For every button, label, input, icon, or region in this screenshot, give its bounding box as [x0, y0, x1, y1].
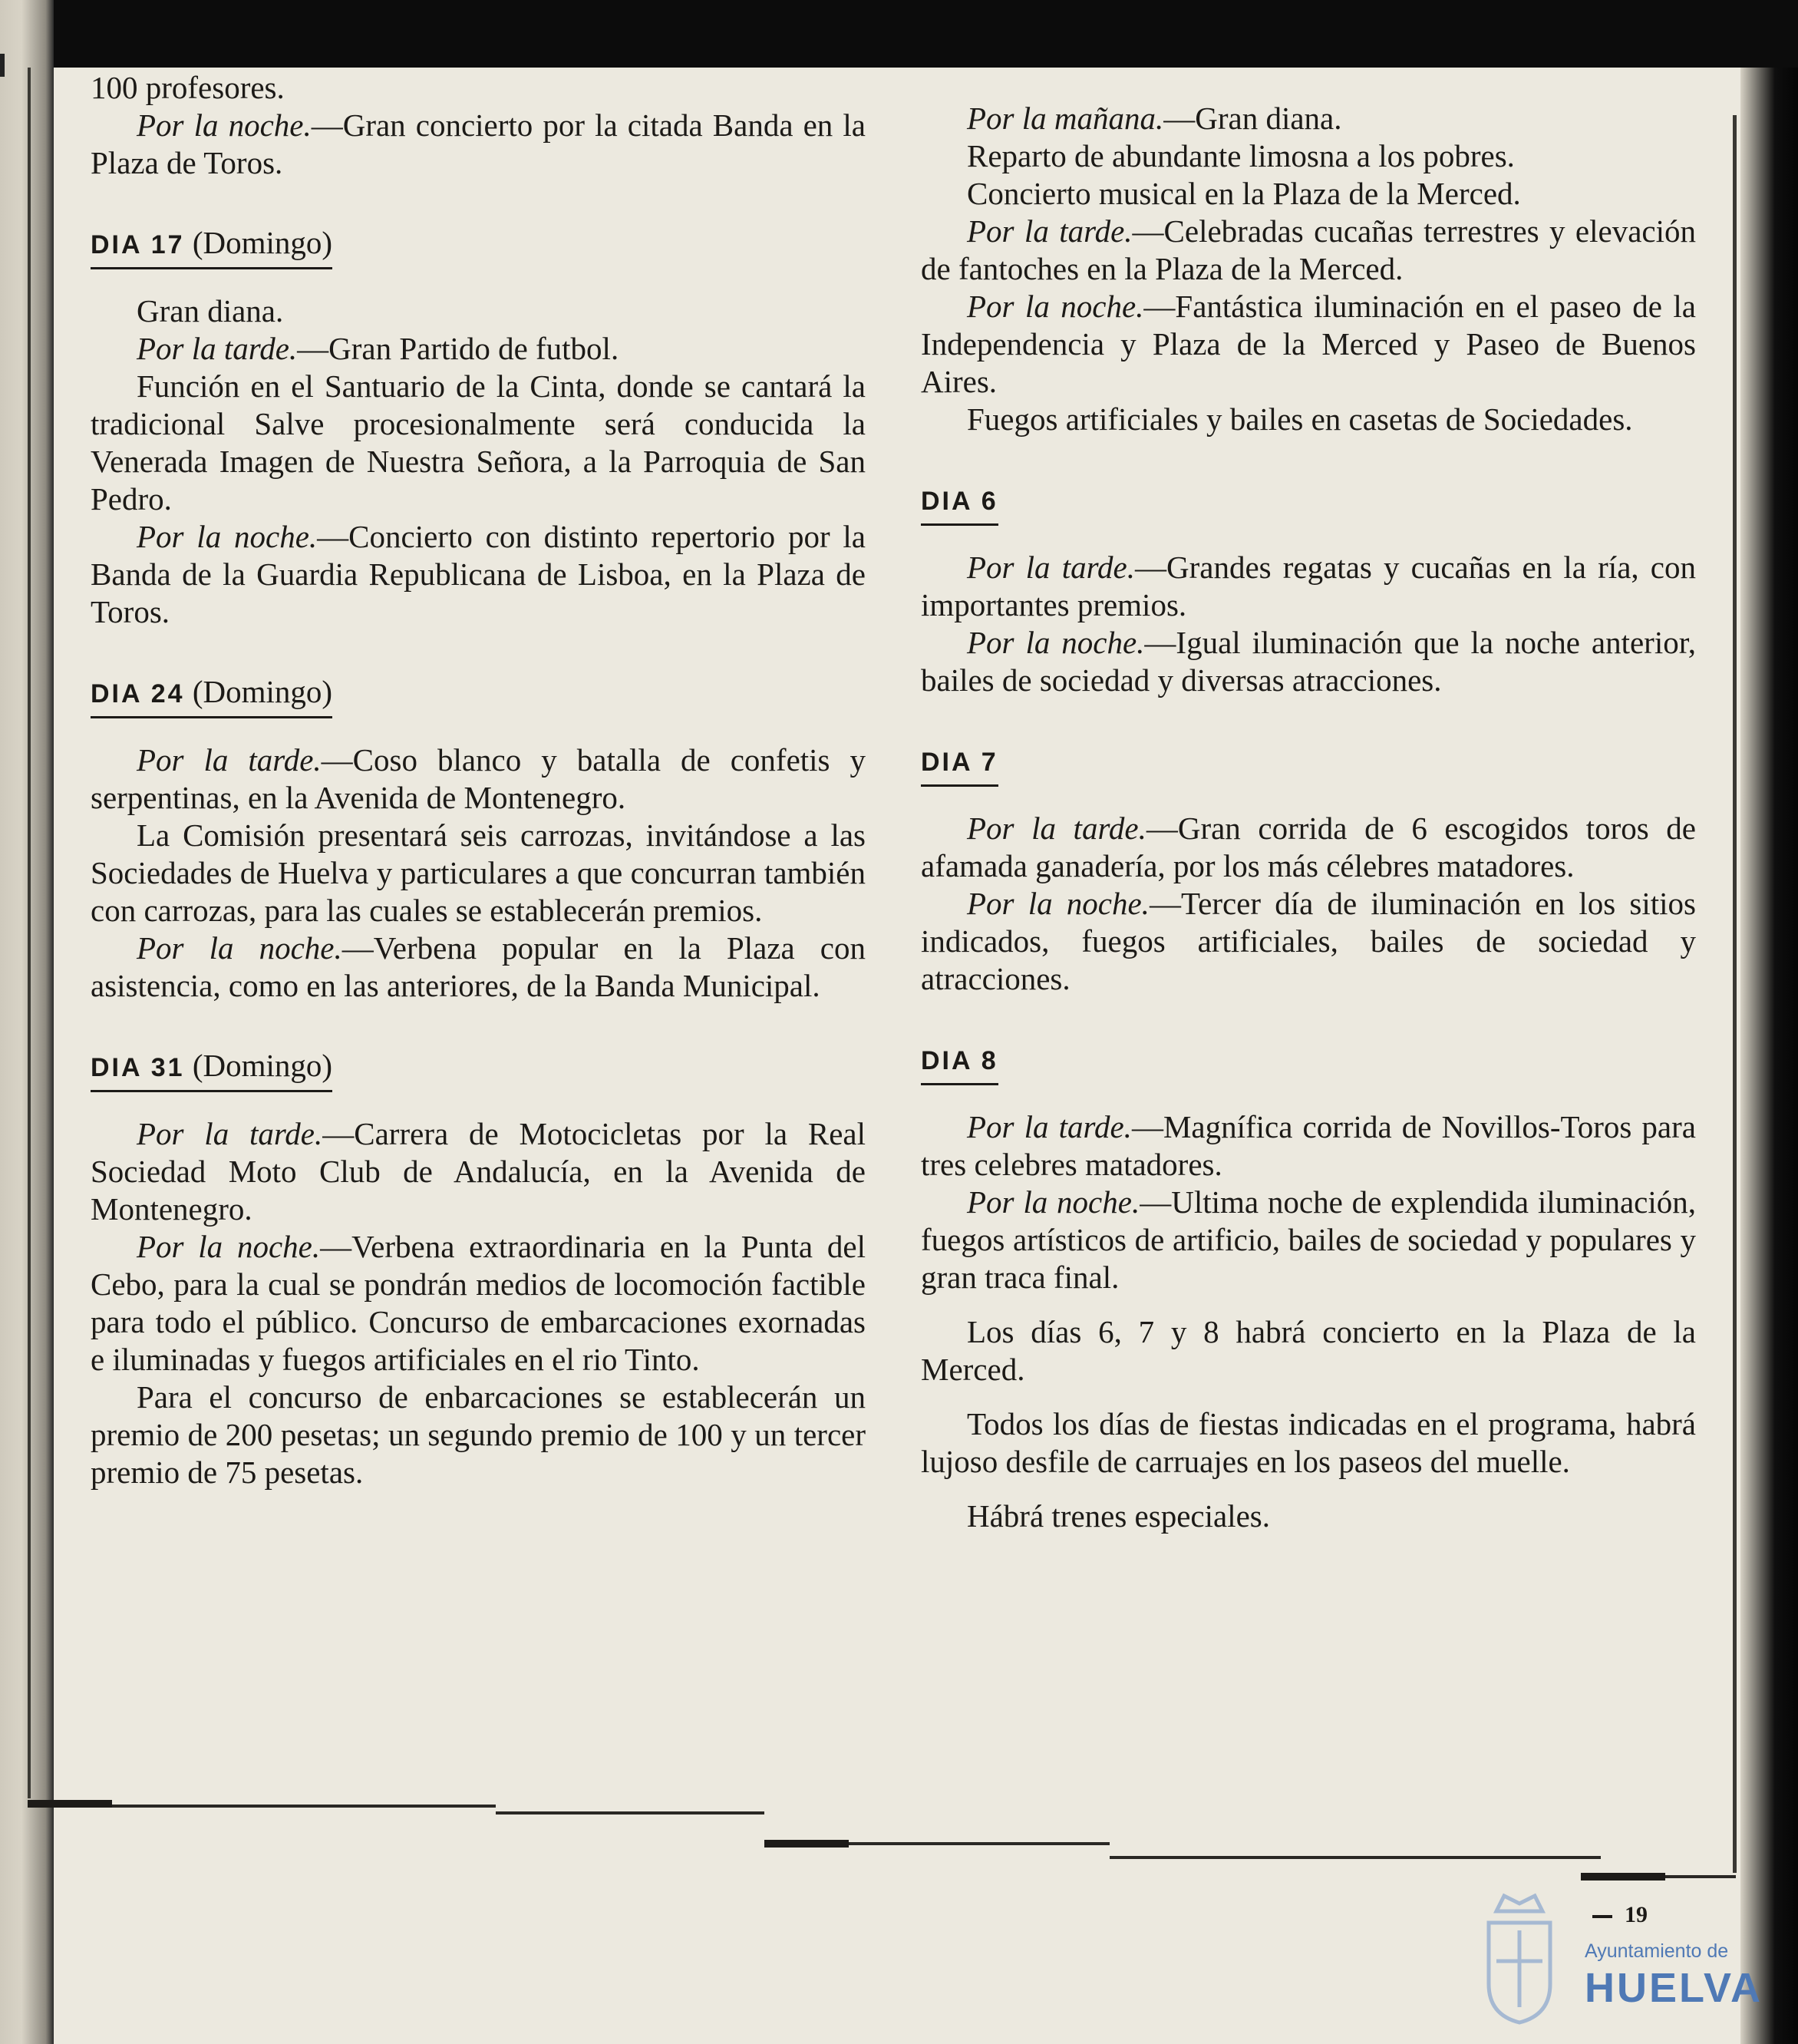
rule-segment	[764, 1840, 849, 1848]
watermark-big: HUELVA	[1585, 1965, 1763, 2011]
time-lead: Por la noche.	[967, 1184, 1140, 1220]
paragraph-text: —Verbena popular en la Plaza con asistencia, como en las anteriores, de la Banda Municipal.	[91, 930, 866, 1003]
day-note: (Domingo)	[192, 1048, 333, 1083]
watermark-small: Ayuntamiento de	[1585, 1940, 1729, 1962]
day-heading	[921, 480, 998, 526]
paragraph	[921, 1184, 1696, 1296]
paragraph	[921, 549, 1696, 624]
paragraph-text: —Celebradas cucañas terrestres y elevación de fantoches en la Plaza de la Merced.	[921, 213, 1696, 286]
edge-mark	[0, 54, 5, 77]
time-lead: Por la tarde.	[967, 550, 1135, 585]
paragraph	[91, 930, 866, 1005]
day-heading	[91, 224, 332, 269]
paragraph	[921, 885, 1696, 998]
day-label: DIA 17	[91, 230, 185, 259]
time-lead: Por la noche.	[967, 625, 1145, 660]
paragraph	[91, 741, 866, 817]
time-lead: Por la noche.	[137, 107, 312, 143]
paragraph: Reparto de abundante limosna a los pobres.	[967, 138, 1515, 173]
paragraph: Los días 6, 7 y 8 habrá concierto en la Plaza de la Merced.	[921, 1314, 1696, 1387]
paragraph	[91, 518, 866, 631]
time-lead: Por la mañana.	[967, 101, 1164, 136]
left-column	[91, 69, 866, 1491]
paragraph-text: —Gran Partido de futbol.	[297, 331, 619, 366]
rule-segment	[112, 1805, 496, 1808]
paragraph-text: —Gran diana.	[1163, 101, 1342, 136]
time-lead: Por la tarde.	[967, 811, 1146, 846]
paragraph	[921, 100, 1696, 137]
paragraph: Todos los días de fiestas indicadas en el programa, habrá lujoso desfile de carruajes en los paseos del muelle.	[921, 1406, 1696, 1479]
day-label: DIA 8	[921, 1046, 998, 1075]
page-frame-left	[28, 68, 31, 1798]
paragraph	[921, 1108, 1696, 1184]
time-lead: Por la tarde.	[137, 1116, 323, 1151]
paragraph: Función en el Santuario de la Cinta, donde se cantará la tradicional Salve procesionalmente será conducida la Venerada Imagen de Nuestra Señora, a la Parroquia de San Pedro.	[91, 368, 866, 517]
time-lead: Por la noche.	[967, 289, 1144, 324]
paragraph-text: —Ultima noche de explendida iluminación, fuegos artísticos de artificio, bailes de sociedad y populares y gran traca final.	[921, 1184, 1696, 1295]
paragraph	[921, 213, 1696, 288]
page-number-text: 19	[1625, 1902, 1648, 1927]
day-note: (Domingo)	[192, 674, 333, 709]
paragraph-text: —Grandes regatas y cucañas en la ría, con importantes premios.	[921, 550, 1696, 622]
dash-icon	[1592, 1915, 1612, 1918]
time-lead: Por la noche.	[137, 1229, 321, 1264]
paragraph: Fuegos artificiales y bailes en casetas de Sociedades.	[967, 401, 1633, 437]
paragraph-text: —Verbena extraordinaria en la Punta del Cebo, para la cual se pondrán medios de locomoción factible para todo el público. Concurso de embarcaciones exornadas e iluminadas y fuegos artificiales en el rio Tinto.	[91, 1229, 866, 1377]
paragraph-text: —Magnífica corrida de Novillos-Toros para tres celebres matadores.	[921, 1109, 1696, 1182]
paragraph-text: —Igual iluminación que la noche anterior, bailes de sociedad y diversas atracciones.	[921, 625, 1696, 698]
day-label: DIA 7	[921, 748, 998, 777]
paragraph	[91, 330, 866, 368]
paragraph-text: —Carrera de Motocicletas por la Real Sociedad Moto Club de Andalucía, en la Avenida de Montenegro.	[91, 1116, 866, 1227]
paragraph-text: —Tercer día de iluminación en los sitios indicados, fuegos artificiales, bailes de sociedad y atracciones.	[921, 886, 1696, 996]
rule-segment	[496, 1811, 764, 1815]
paragraph-text: —Concierto con distinto repertorio por la Banda de la Guardia Republicana de Lisboa, en la Plaza de Toros.	[91, 519, 866, 629]
page-number	[1592, 1902, 1648, 1928]
day-heading	[921, 1040, 998, 1085]
paragraph	[921, 288, 1696, 401]
paragraph-text: —Gran concierto por la citada Banda en la Plaza de Toros.	[91, 107, 866, 180]
right-column	[921, 100, 1696, 1535]
rule-segment	[1665, 1875, 1736, 1878]
watermark	[1585, 1940, 1763, 2012]
time-lead: Por la noche.	[967, 886, 1150, 921]
page-left-edge	[0, 0, 54, 2044]
paragraph: Hábrá trenes especiales.	[967, 1498, 1270, 1534]
time-lead: Por la tarde.	[137, 742, 322, 778]
paragraph-text: —Gran corrida de 6 escogidos toros de afamada ganadería, por los más célebres matadores.	[921, 811, 1696, 883]
day-label: DIA 24	[91, 679, 185, 708]
day-heading	[921, 741, 998, 787]
paragraph: La Comisión presentará seis carrozas, invitándose a las Sociedades de Huelva y particulares a que concurran también con carrozas, para las cuales se establecerán premios.	[91, 817, 866, 928]
time-lead: Por la tarde.	[137, 331, 298, 366]
paragraph-text: —Coso blanco y batalla de confetis y serpentinas, en la Avenida de Montenegro.	[91, 742, 866, 815]
paragraph	[91, 1228, 866, 1379]
paragraph	[91, 107, 866, 182]
page-frame-right	[1733, 115, 1737, 1873]
paragraph: Para el concurso de enbarcaciones se establecerán un premio de 200 pesetas; un segundo premio de 100 y un tercer premio de 75 pesetas.	[91, 1379, 866, 1490]
time-lead: Por la noche.	[137, 519, 318, 554]
day-label: DIA 6	[921, 487, 998, 516]
time-lead: Por la noche.	[137, 930, 342, 966]
rule-segment	[28, 1800, 112, 1808]
day-note: (Domingo)	[192, 225, 333, 260]
day-heading	[91, 673, 332, 718]
day-heading	[91, 1047, 332, 1092]
time-lead: Por la tarde.	[967, 1109, 1132, 1144]
day-label: DIA 31	[91, 1053, 185, 1082]
paragraph	[921, 624, 1696, 699]
paragraph: Gran diana.	[137, 293, 284, 329]
rule-segment	[1581, 1873, 1665, 1881]
time-lead: Por la tarde.	[967, 213, 1133, 249]
rule-segment	[1110, 1856, 1601, 1859]
paragraph	[91, 1115, 866, 1228]
paragraph-text: —Fantástica iluminación en el paseo de la Independencia y Plaza de la Merced y Paseo de Buenos Aires.	[921, 289, 1696, 399]
top-fragment: 100 profesores.	[91, 70, 285, 105]
paragraph	[921, 810, 1696, 885]
scan-top-border	[54, 0, 1798, 68]
scan-right-border	[1740, 68, 1798, 2044]
paragraph: Concierto musical en la Plaza de la Merced.	[967, 176, 1521, 211]
